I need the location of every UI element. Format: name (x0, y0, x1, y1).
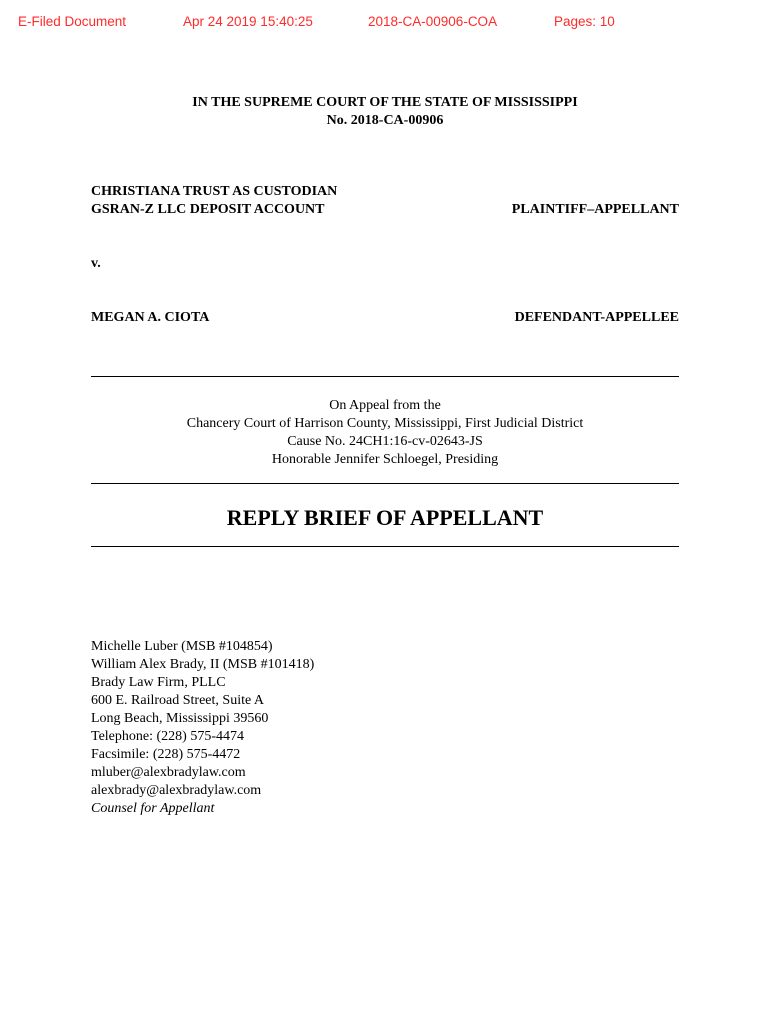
firm-facsimile: Facsimile: (228) 575-4472 (91, 747, 241, 762)
case-number: No. 2018-CA-00906 (326, 113, 444, 128)
divider-rule (91, 546, 679, 547)
divider-rule (91, 376, 679, 377)
divider-rule (91, 483, 679, 484)
appeal-presiding-judge: Honorable Jennifer Schloegel, Presiding (271, 452, 499, 467)
appeal-line1: On Appeal from the (329, 398, 441, 413)
brief-title: REPLY BRIEF OF APPELLANT (226, 505, 544, 530)
counsel-block (91, 638, 314, 818)
efiled-status-stamp: E-Filed Document (18, 14, 127, 29)
email-2: alexbrady@alexbradylaw.com (91, 783, 262, 798)
plaintiff-name-line1: CHRISTIANA TRUST AS CUSTODIAN (91, 184, 338, 199)
appeal-cause-number: Cause No. 24CH1:16-cv-02643-JS (287, 434, 483, 449)
firm-street: 600 E. Railroad Street, Suite A (91, 693, 265, 708)
plaintiff-role: PLAINTIFF–APPELLANT (511, 202, 679, 217)
filing-datetime-stamp: Apr 24 2019 15:40:25 (183, 14, 313, 29)
law-firm: Brady Law Firm, PLLC (91, 675, 226, 690)
court-name: IN THE SUPREME COURT OF THE STATE OF MISSISSIPPI (192, 95, 578, 110)
versus-label: v. (91, 256, 101, 271)
defendant-block (91, 309, 679, 327)
docket-number-stamp: 2018-CA-00906-COA (368, 14, 498, 29)
defendant-name: MEGAN A. CIOTA (91, 310, 210, 325)
email-1: mluber@alexbradylaw.com (91, 765, 246, 780)
page-count-stamp: Pages: 10 (554, 14, 615, 29)
appeal-lower-court: Chancery Court of Harrison County, Mississippi, First Judicial District (186, 416, 584, 431)
attorney-1: Michelle Luber (MSB #104854) (91, 639, 273, 654)
firm-city: Long Beach, Mississippi 39560 (91, 711, 269, 726)
plaintiff-block (91, 183, 679, 219)
counsel-role: Counsel for Appellant (91, 801, 215, 816)
defendant-role: DEFENDANT-APPELLEE (514, 310, 679, 325)
court-heading (0, 94, 770, 130)
appeal-info (0, 397, 770, 469)
attorney-2: William Alex Brady, II (MSB #101418) (91, 657, 315, 672)
plaintiff-name-line2: GSRAN-Z LLC DEPOSIT ACCOUNT (91, 202, 325, 217)
firm-telephone: Telephone: (228) 575-4474 (91, 729, 244, 744)
